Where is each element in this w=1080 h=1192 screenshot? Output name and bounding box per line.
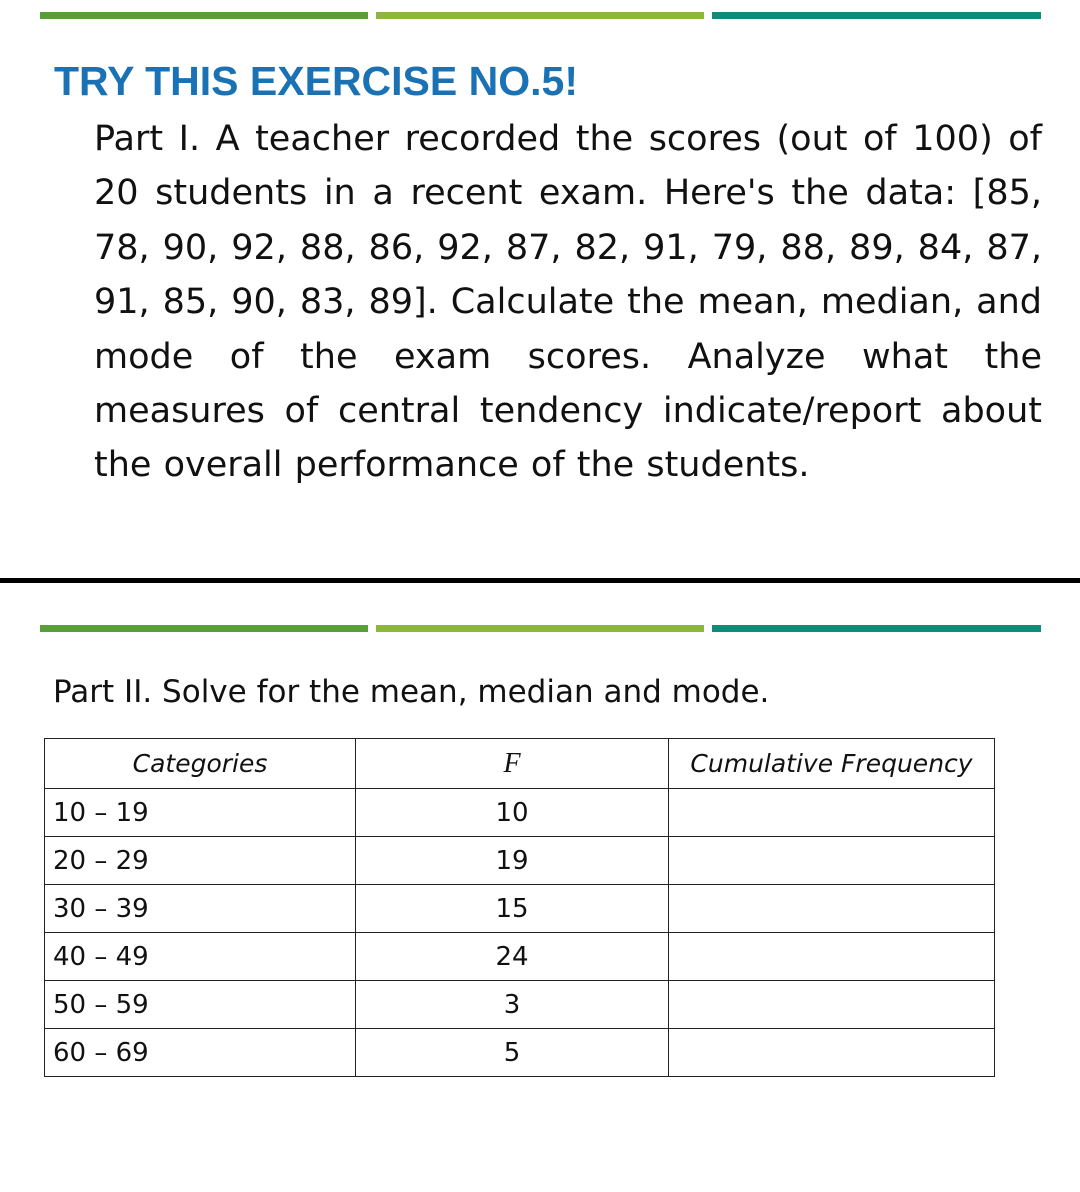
cumulative-frequency-cell bbox=[669, 885, 995, 933]
frequency-cell: 15 bbox=[356, 885, 669, 933]
table-row bbox=[45, 837, 995, 885]
part2-heading: Part II. Solve for the mean, median and mode. bbox=[53, 674, 770, 710]
frequency-cell: 5 bbox=[356, 1029, 669, 1077]
table-header-row bbox=[45, 739, 995, 789]
header-cumulative-frequency: Cumulative Frequency bbox=[669, 739, 995, 789]
table-row bbox=[45, 789, 995, 837]
category-cell: 10 – 19 bbox=[45, 789, 356, 837]
frequency-table bbox=[44, 738, 995, 1077]
accent-bar-green bbox=[40, 625, 368, 632]
category-cell: 50 – 59 bbox=[45, 981, 356, 1029]
cumulative-frequency-cell bbox=[669, 837, 995, 885]
table-row bbox=[45, 1029, 995, 1077]
category-cell: 60 – 69 bbox=[45, 1029, 356, 1077]
accent-bar-lime bbox=[376, 12, 704, 19]
table-row bbox=[45, 981, 995, 1029]
frequency-cell: 19 bbox=[356, 837, 669, 885]
category-cell: 20 – 29 bbox=[45, 837, 356, 885]
part1-paragraph: Part I. A teacher recorded the scores (out of 100) of 20 students in a recent exam. Here's the data: [85, 78, 90, 92, 88, 86, 92, 87, 82, 91, 79, 88, 89, 84, 87, 91, 85, 90, 83, 89]. Calculate the mean, median, and mode of the exam scores. Analyze what the measures of central tendency indicate/report about the overall performance of the students. bbox=[94, 119, 1042, 486]
header-frequency: F bbox=[356, 739, 669, 789]
cumulative-frequency-cell bbox=[669, 981, 995, 1029]
accent-bar-teal bbox=[712, 12, 1041, 19]
accent-bar-green bbox=[40, 12, 368, 19]
cumulative-frequency-cell bbox=[669, 933, 995, 981]
category-cell: 30 – 39 bbox=[45, 885, 356, 933]
frequency-cell: 3 bbox=[356, 981, 669, 1029]
table-row bbox=[45, 885, 995, 933]
exercise-title: TRY THIS EXERCISE NO.5! bbox=[54, 58, 578, 104]
frequency-cell: 10 bbox=[356, 789, 669, 837]
header-categories: Categories bbox=[45, 739, 356, 789]
category-cell: 40 – 49 bbox=[45, 933, 356, 981]
cumulative-frequency-cell bbox=[669, 789, 995, 837]
accent-bar-teal bbox=[712, 625, 1041, 632]
frequency-cell: 24 bbox=[356, 933, 669, 981]
table-row bbox=[45, 933, 995, 981]
accent-bar-lime bbox=[376, 625, 704, 632]
cumulative-frequency-cell bbox=[669, 1029, 995, 1077]
slide-divider bbox=[0, 578, 1080, 583]
